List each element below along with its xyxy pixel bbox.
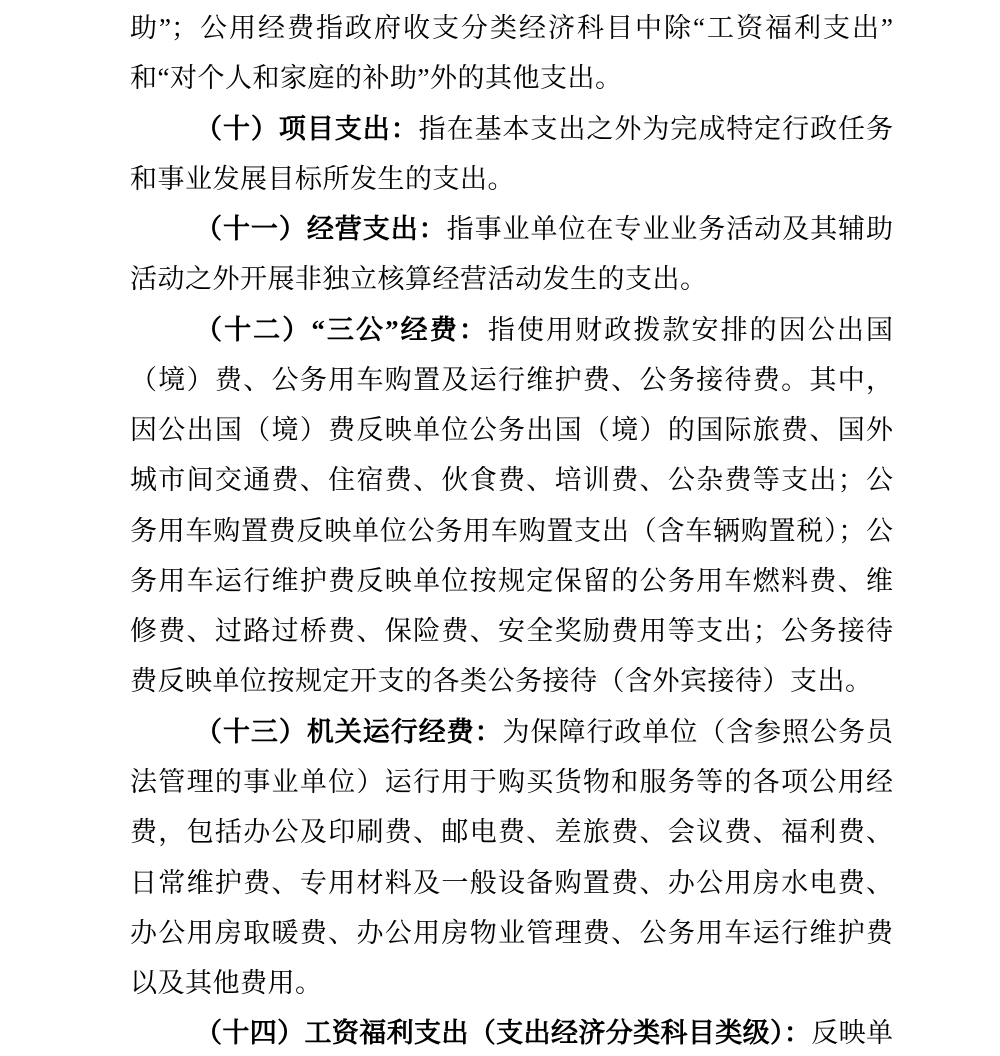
text-line — [130, 104, 893, 154]
body-text: 因公出国（境）费反映单位公务出国（境）的国际旅费、国外 — [130, 415, 893, 446]
body-text: 助”；公用经费指政府收支分类经济科目中除“工资福利支出” — [130, 13, 893, 43]
body-text: 反映单 — [811, 1018, 893, 1049]
body-text: 和“对个人和家庭的补助”外的其他支出。 — [130, 63, 623, 94]
text-line — [130, 707, 893, 757]
body-text: 办公用房取暖费、办公用房物业管理费、公务用车运行维护费 — [130, 917, 893, 948]
text-line — [130, 606, 893, 656]
body-text: 以及其他费用。 — [130, 968, 323, 999]
section-heading: （十四）工资福利支出（支出经济分类科目类级）： — [195, 1018, 812, 1049]
text-line — [130, 656, 893, 706]
text-line — [130, 455, 893, 505]
text-line — [130, 1008, 893, 1056]
body-text: 修费、过路过桥费、保险费、安全奖励费用等支出；公务接待 — [130, 616, 893, 647]
body-text: 费反映单位按规定开支的各类公务接待（含外宾接待）支出。 — [130, 666, 873, 697]
text-line — [130, 757, 893, 807]
section-heading: （十二）“三公”经费： — [195, 314, 488, 345]
body-text: 指事业单位在专业业务活动及其辅助 — [446, 214, 893, 245]
section-heading: （十一）经营支出： — [195, 214, 447, 245]
text-line — [130, 204, 893, 254]
section-heading: （十）项目支出： — [195, 113, 419, 144]
body-text: 费，包括办公及印刷费、邮电费、差旅费、会议费、福利费、 — [130, 817, 893, 848]
text-line — [130, 908, 893, 958]
body-text: 活动之外开展非独立核算经营活动发生的支出。 — [130, 264, 708, 295]
body-text: 城市间交通费、住宿费、伙食费、培训费、公杂费等支出；公 — [130, 465, 893, 496]
body-text: 为保障行政单位（含参照公务员 — [502, 716, 893, 747]
body-text: 务用车购置费反映单位公务用车购置支出（含车辆购置税）；公 — [130, 515, 893, 546]
body-text: （境）费、公务用车购置及运行维护费、公务接待费。其中， — [130, 364, 893, 395]
text-line — [130, 53, 893, 103]
text-line — [130, 958, 893, 1008]
text-line — [130, 355, 893, 405]
body-text: 法管理的事业单位）运行用于购买货物和服务等的各项公用经 — [130, 766, 893, 797]
text-line — [130, 305, 893, 355]
body-text: 日常维护费、专用材料及一般设备购置费、办公用房水电费、 — [130, 867, 893, 898]
body-text: 务用车运行维护费反映单位按规定保留的公务用车燃料费、维 — [130, 565, 893, 596]
body-text: 和事业发展目标所发生的支出。 — [130, 163, 515, 194]
text-line — [130, 154, 893, 204]
text-line — [130, 405, 893, 455]
body-text: 指使用财政拨款安排的因公出国 — [487, 314, 893, 345]
text-line — [130, 807, 893, 857]
text-line — [130, 858, 893, 908]
section-heading: （十三）机关运行经费： — [195, 716, 503, 747]
body-text: 指在基本支出之外为完成特定行政任务 — [418, 113, 893, 144]
text-line — [130, 3, 893, 53]
text-line — [130, 506, 893, 556]
document-text-block — [130, 3, 893, 1056]
text-line — [130, 556, 893, 606]
text-line — [130, 254, 893, 304]
